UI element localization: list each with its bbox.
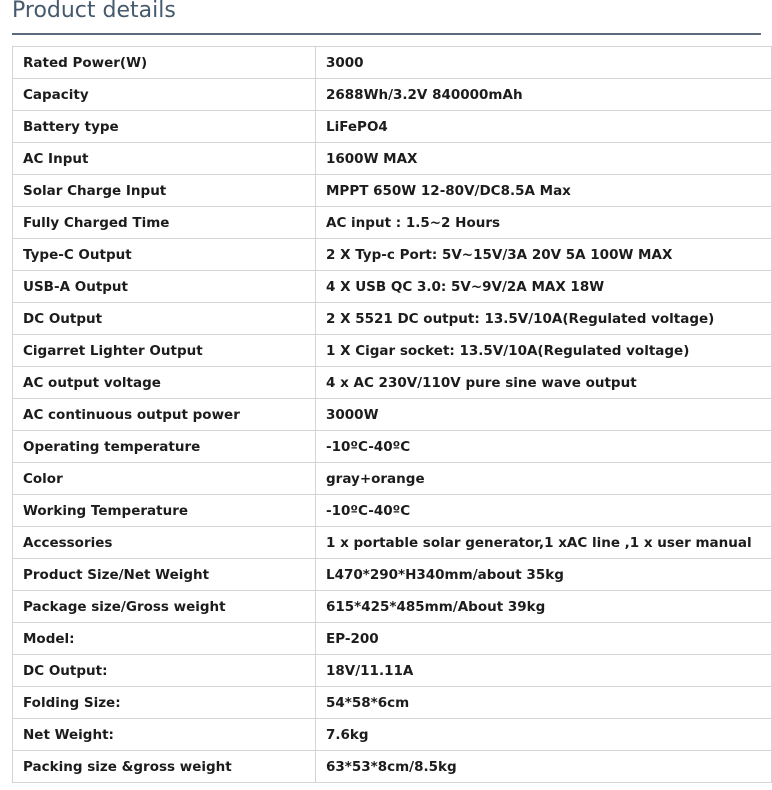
table-row	[13, 431, 772, 463]
spec-label: AC Input	[13, 143, 316, 175]
spec-label: Color	[13, 463, 316, 495]
table-row	[13, 463, 772, 495]
table-row	[13, 591, 772, 623]
spec-label: Capacity	[13, 79, 316, 111]
table-row	[13, 559, 772, 591]
spec-value: 1 X Cigar socket: 13.5V/10A(Regulated voltage)	[316, 335, 772, 367]
title-divider	[12, 33, 761, 35]
spec-value: 7.6kg	[316, 719, 772, 751]
spec-value: 3000	[316, 47, 772, 79]
spec-value: 615*425*485mm/About 39kg	[316, 591, 772, 623]
spec-label: AC continuous output power	[13, 399, 316, 431]
spec-label: DC Output:	[13, 655, 316, 687]
spec-label: Operating temperature	[13, 431, 316, 463]
spec-value: -10ºC-40ºC	[316, 495, 772, 527]
table-row	[13, 79, 772, 111]
spec-value: gray+orange	[316, 463, 772, 495]
table-row	[13, 367, 772, 399]
spec-label: Cigarret Lighter Output	[13, 335, 316, 367]
spec-label: Type-C Output	[13, 239, 316, 271]
spec-value: 2 X Typ-c Port: 5V~15V/3A 20V 5A 100W MAX	[316, 239, 772, 271]
table-row	[13, 143, 772, 175]
spec-value: 1 x portable solar generator,1 xAC line ,1 x user manual	[316, 527, 772, 559]
table-row	[13, 399, 772, 431]
table-row	[13, 111, 772, 143]
table-row	[13, 271, 772, 303]
table-row	[13, 303, 772, 335]
table-row	[13, 207, 772, 239]
product-specs-table	[12, 46, 772, 783]
spec-value: 3000W	[316, 399, 772, 431]
spec-value: L470*290*H340mm/about 35kg	[316, 559, 772, 591]
spec-value: EP-200	[316, 623, 772, 655]
spec-label: Rated Power(W)	[13, 47, 316, 79]
spec-label: Product Size/Net Weight	[13, 559, 316, 591]
spec-label: Model:	[13, 623, 316, 655]
spec-value: -10ºC-40ºC	[316, 431, 772, 463]
table-row	[13, 655, 772, 687]
table-row	[13, 719, 772, 751]
spec-value: MPPT 650W 12-80V/DC8.5A Max	[316, 175, 772, 207]
table-row	[13, 623, 772, 655]
spec-value: 4 X USB QC 3.0: 5V~9V/2A MAX 18W	[316, 271, 772, 303]
table-row	[13, 335, 772, 367]
spec-label: Package size/Gross weight	[13, 591, 316, 623]
spec-label: DC Output	[13, 303, 316, 335]
spec-value: AC input : 1.5~2 Hours	[316, 207, 772, 239]
spec-label: Accessories	[13, 527, 316, 559]
spec-label: USB-A Output	[13, 271, 316, 303]
spec-label: Folding Size:	[13, 687, 316, 719]
spec-value: 4 x AC 230V/110V pure sine wave output	[316, 367, 772, 399]
section-title: Product details	[12, 0, 176, 23]
spec-value: 63*53*8cm/8.5kg	[316, 751, 772, 783]
table-row	[13, 751, 772, 783]
spec-value: LiFePO4	[316, 111, 772, 143]
spec-label: Battery type	[13, 111, 316, 143]
spec-label: Solar Charge Input	[13, 175, 316, 207]
spec-value: 54*58*6cm	[316, 687, 772, 719]
spec-label: AC output voltage	[13, 367, 316, 399]
table-row	[13, 47, 772, 79]
spec-label: Packing size &gross weight	[13, 751, 316, 783]
table-row	[13, 175, 772, 207]
table-row	[13, 495, 772, 527]
spec-value: 18V/11.11A	[316, 655, 772, 687]
table-row	[13, 687, 772, 719]
table-row	[13, 527, 772, 559]
spec-value: 2 X 5521 DC output: 13.5V/10A(Regulated voltage)	[316, 303, 772, 335]
spec-value: 2688Wh/3.2V 840000mAh	[316, 79, 772, 111]
spec-label: Net Weight:	[13, 719, 316, 751]
spec-label: Fully Charged Time	[13, 207, 316, 239]
spec-label: Working Temperature	[13, 495, 316, 527]
spec-value: 1600W MAX	[316, 143, 772, 175]
table-row	[13, 239, 772, 271]
